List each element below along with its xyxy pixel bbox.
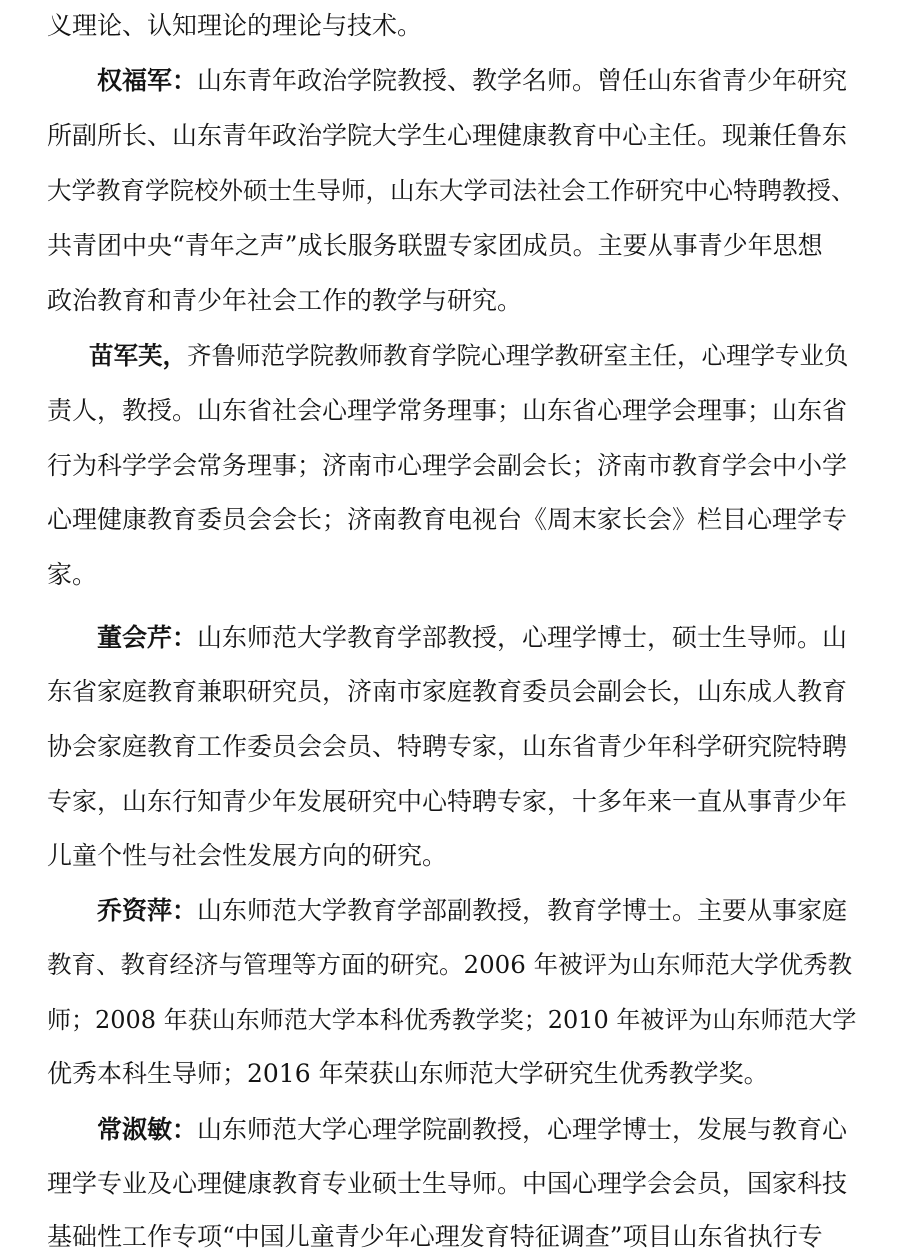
text-line: 山东青年政治学院教授、教学名师。曾任山东省青少年研究 <box>197 66 848 95</box>
text-line: 理学专业及心理健康教育专业硕士生导师。中国心理学会会员，国家科技 <box>47 1169 848 1198</box>
text-line: 山东师范大学教育学部教授，心理学博士，硕士生导师。山 <box>197 623 848 652</box>
text-line: 专家，山东行知青少年发展研究中心特聘专家，十多年来一直从事青少年 <box>47 787 848 816</box>
text-line: 行为科学学会常务理事；济南市心理学会副会长；济南市教育学会中小学 <box>47 451 848 480</box>
person-name: 苗军芙， <box>89 341 187 370</box>
person-name: 常淑敏： <box>97 1115 198 1144</box>
text-line: 责人，教授。山东省社会心理学常务理事；山东省心理学会理事；山东省 <box>47 396 848 425</box>
text-line: 齐鲁师范学院教师教育学院心理学教研室主任，心理学专业负 <box>187 341 849 370</box>
text-line: 心理健康教育委员会会长；济南教育电视台《周末家长会》栏目心理学专 <box>47 505 848 534</box>
paragraph-first-line <box>97 61 847 101</box>
text-line: 大学教育学院校外硕士生导师，山东大学司法社会工作研究中心特聘教授、 <box>47 176 856 205</box>
text-line: 东省家庭教育兼职研究员，济南市家庭教育委员会副会长，山东成人教育 <box>47 677 848 706</box>
paragraph-first-line <box>89 336 849 376</box>
text-line: 儿童个性与社会性发展方向的研究。 <box>47 841 448 870</box>
text-line: 协会家庭教育工作委员会会员、特聘专家，山东省青少年科学研究院特聘 <box>47 732 848 761</box>
text-line: 教育、教育经济与管理等方面的研究。2006 年被评为山东师范大学优秀教 <box>47 950 853 979</box>
text-line: 山东师范大学教育学部副教授，教育学博士。主要从事家庭 <box>197 896 848 925</box>
text-line: 所副所长、山东青年政治学院大学生心理健康教育中心主任。现兼任鲁东 <box>47 121 848 150</box>
paragraph-first-line <box>97 1110 847 1150</box>
text-line: 优秀本科生导师；2016 年荣获山东师范大学研究生优秀教学奖。 <box>47 1059 769 1088</box>
text-line: 义理论、认知理论的理论与技术。 <box>47 11 423 40</box>
person-name: 权福军： <box>97 66 198 95</box>
text-line: 师；2008 年获山东师范大学本科优秀教学奖；2010 年被评为山东师范大学 <box>47 1006 857 1034</box>
person-name: 董会芹： <box>97 623 198 652</box>
text-line: 家。 <box>47 560 98 589</box>
text-line: 基础性工作专项“中国儿童青少年心理发育特征调查”项目山东省执行专 <box>47 1222 823 1251</box>
paragraph-first-line <box>97 618 847 658</box>
paragraph-first-line <box>97 891 847 931</box>
text-line: 共青团中央“青年之声”成长服务联盟专家团成员。主要从事青少年思想 <box>47 231 823 260</box>
person-name: 乔资萍： <box>97 896 198 925</box>
text-line: 山东师范大学心理学院副教授，心理学博士，发展与教育心 <box>197 1115 848 1144</box>
text-line: 政治教育和青少年社会工作的教学与研究。 <box>47 286 523 315</box>
